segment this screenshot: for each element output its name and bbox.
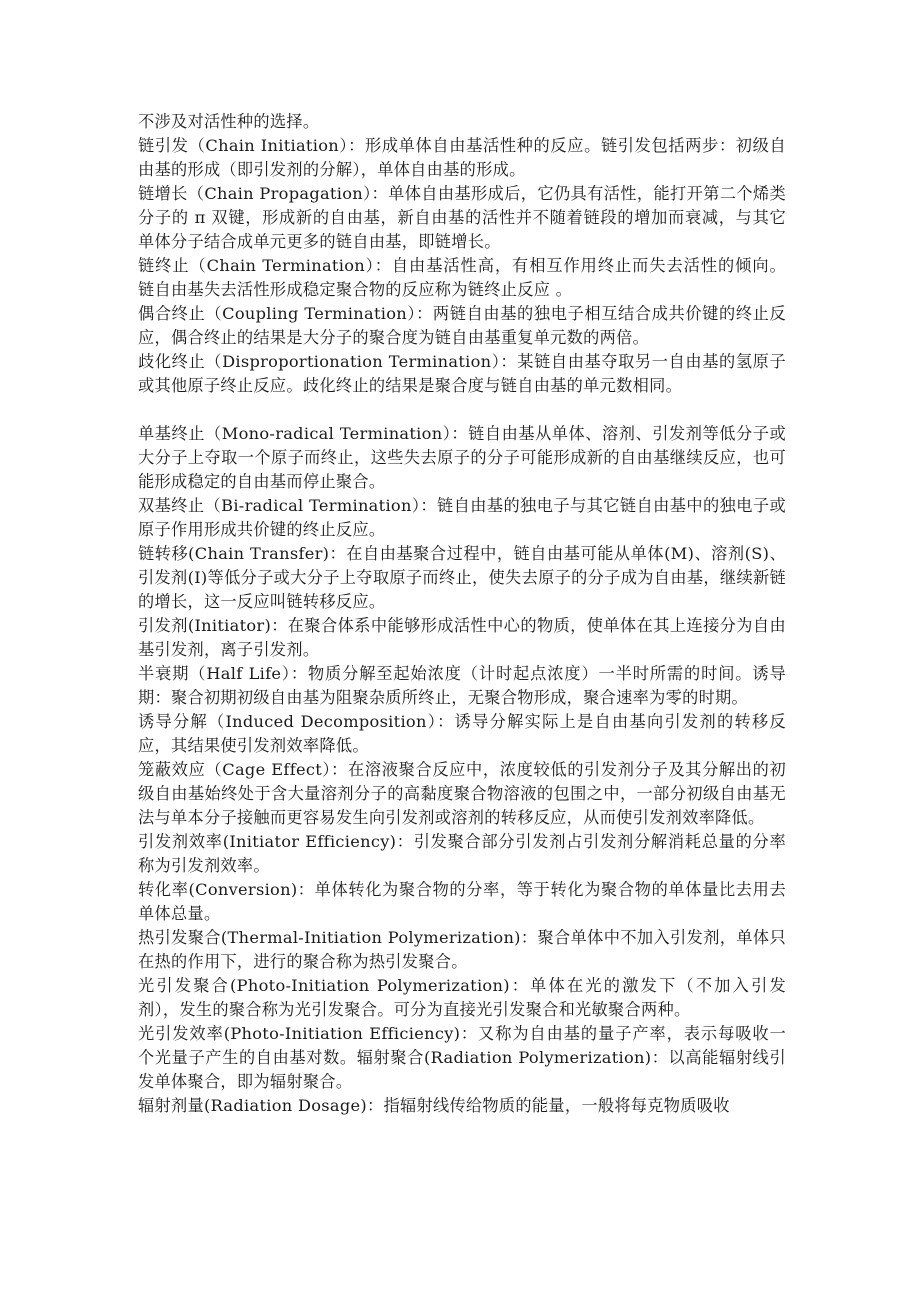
paragraph-bi-radical-termination: 双基终止（Bi-radical Termination）：链自由基的独电子与其它链自由基中的独电子或原子作用形成共价键的终止反应。 [138, 496, 786, 539]
paragraph-chain-termination: 链终止（Chain Termination）：自由基活性高，有相互作用终止而失去活性的倾向。 链自由基失去活性形成稳定聚合物的反应称为链终止反应 。 [138, 256, 786, 299]
paragraph-photo-initiation: 光引发聚合(Photo-Initiation Polymerization)：单体在光的激发下（不加入引发剂），发生的聚合称为光引发聚合。可分为直接光引发聚合和光敏聚合两种。 [138, 976, 786, 1019]
paragraph-photo-initiation-efficiency: 光引发效率(Photo-Initiation Efficiency)：又称为自由基的量子产率，表示每吸收一个光量子产生的自由基对数。辐射聚合(Radiation Polymerization)：以高能辐射线引发单体聚合，即为辐射聚合。 [138, 1024, 786, 1091]
document-page [138, 110, 786, 1118]
paragraph-initiator: 引发剂(Initiator)：在聚合体系中能够形成活性中心的物质，使单体在其上连接分为自由基引发剂，离子引发剂。 [138, 616, 786, 659]
paragraph-cage-effect: 笼蔽效应（Cage Effect）：在溶液聚合反应中，浓度较低的引发剂分子及其分解出的初级自由基始终处于含大量溶剂分子的高黏度聚合物溶液的包围之中，一部分初级自由基无法与单本分子接触而更容易发生向引发剂或溶剂的转移反应，从而使引发剂效率降低。 [138, 760, 786, 827]
paragraph-initiator-efficiency: 引发剂效率(Initiator Efficiency)：引发聚合部分引发剂占引发剂分解消耗总量的分率称为引发剂效率。 [138, 832, 786, 875]
paragraph-chain-transfer: 链转移(Chain Transfer)：在自由基聚合过程中，链自由基可能从单体(M)、溶剂(S)、引发剂(I)等低分子或大分子上夺取原子而终止，使失去原子的分子成为自由基，继续新链的增长，这一反应叫链转移反应。 [138, 544, 786, 611]
paragraph-disproportionation-termination: 歧化终止（Disproportionation Termination）：某链自由基夺取另一自由基的氢原子或其他原子终止反应。歧化终止的结果是聚合度与链自由基的单元数相同。 [138, 352, 786, 395]
paragraph-chain-propagation: 链增长（Chain Propagation）：单体自由基形成后，它仍具有活性，能打开第二个烯类分子的 π 双键，形成新的自由基，新自由基的活性并不随着链段的增加而衰减，与其它单体分子结合成单元更多的链自由基，即链增长。 [138, 184, 786, 251]
paragraph-continuation: 不涉及对活性种的选择。 [138, 112, 320, 131]
paragraph-coupling-termination: 偶合终止（Coupling Termination）：两链自由基的独电子相互结合成共价键的终止反应，偶合终止的结果是大分子的聚合度为链自由基重复单元数的两倍。 [138, 304, 786, 347]
paragraph-half-life: 半衰期（Half Life）：物质分解至起始浓度（计时起点浓度）一半时所需的时间。诱导期：聚合初期初级自由基为阻聚杂质所终止，无聚合物形成，聚合速率为零的时期。 [138, 664, 786, 707]
paragraph-induced-decomposition: 诱导分解（Induced Decomposition）：诱导分解实际上是自由基向引发剂的转移反应，其结果使引发剂效率降低。 [138, 712, 786, 755]
paragraph-conversion: 转化率(Conversion)：单体转化为聚合物的分率，等于转化为聚合物的单体量比去用去单体总量。 [138, 880, 786, 923]
paragraph-chain-initiation: 链引发（Chain Initiation）：形成单体自由基活性种的反应。链引发包括两步：初级自由基的形成（即引发剂的分解），单体自由基的形成。 [138, 136, 786, 179]
paragraph-thermal-initiation: 热引发聚合(Thermal-Initiation Polymerization)：聚合单体中不加入引发剂，单体只在热的作用下，进行的聚合称为热引发聚合。 [138, 928, 787, 971]
paragraph-radiation-dosage: 辐射剂量(Radiation Dosage)：指辐射线传给物质的能量，一般将每克物质吸收 [138, 1096, 730, 1115]
paragraph-mono-radical-termination: 单基终止（Mono-radical Termination）：链自由基从单体、溶剂、引发剂等低分子或大分子上夺取一个原子而终止，这些失去原子的分子可能形成新的自由基继续反应，也可能形成稳定的自由基而停止聚合。 [138, 424, 786, 491]
